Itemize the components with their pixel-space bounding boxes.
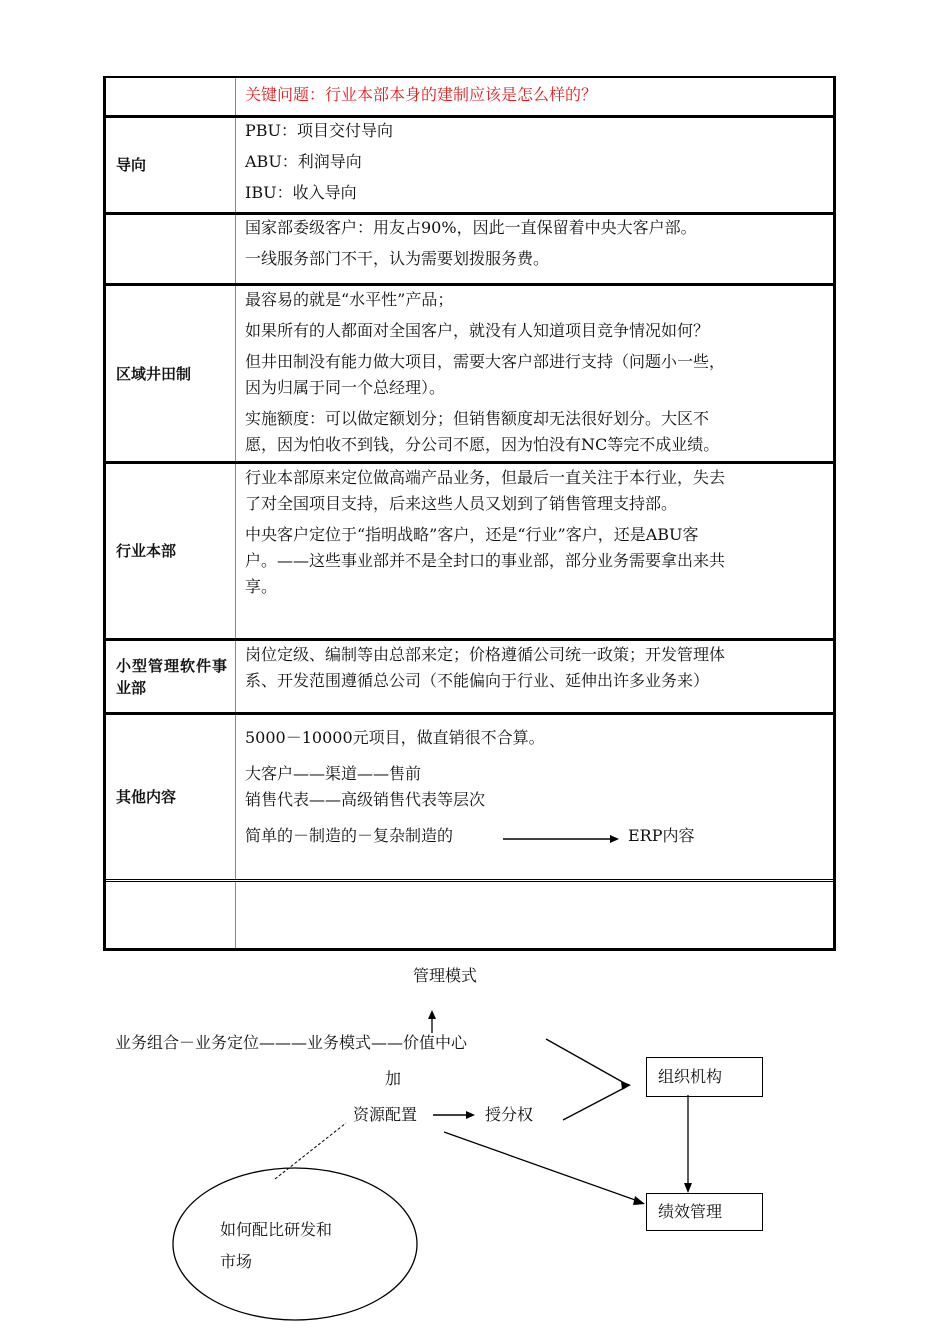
content-line: 了对全国项目支持，后来这些人员又划到了销售管理支持部。: [245, 494, 678, 513]
content-table: [103, 76, 836, 951]
row-label: 区域井田制: [106, 286, 236, 461]
plus-label: 加: [385, 1069, 402, 1088]
content-line: 大客户——渠道——售前: [245, 764, 422, 783]
authorize-label: 授分权: [485, 1105, 534, 1124]
table-row: [106, 712, 833, 879]
business-chain-label: 业务组合－业务定位———业务模式——价值中心: [115, 1033, 468, 1052]
content-line: 岗位定级、编制等由总部来定；价格遵循公司统一政策；开发管理体: [245, 645, 726, 664]
ellipse-text-line: 如何配比研发和: [220, 1220, 333, 1239]
content-line: 中央客户定位于“指明战略”客户，还是“行业”客户，还是ABU客: [245, 525, 699, 544]
content-line: 行业本部原来定位做高端产品业务，但最后一直关注于本行业，失去: [245, 468, 726, 487]
performance-label: 绩效管理: [658, 1202, 723, 1221]
row-label: [106, 78, 236, 115]
content-line: 如果所有的人都面对全国客户，就没有人知道项目竞争情况如何？: [245, 321, 710, 340]
connector-line: [546, 1039, 626, 1084]
resource-label: 资源配置: [353, 1105, 418, 1124]
ellipse-text-line: 市场: [220, 1252, 253, 1271]
performance-box: [646, 1193, 763, 1231]
content-line: 最容易的就是“水平性”产品；: [245, 290, 454, 309]
content-line: 户。——这些事业部并不是全封口的事业部，部分业务需要拿出来共: [245, 551, 726, 570]
arrow-right-icon: [503, 832, 621, 846]
content-line: 一线服务部门不干，认为需要划拨服务费。: [245, 249, 550, 268]
diagram-connectors: [0, 950, 950, 1344]
table-row: [106, 879, 833, 948]
content-line: IBU：收入导向: [245, 183, 357, 202]
content-line: 简单的－制造的－复杂制造的: [245, 826, 454, 845]
table-row: [106, 638, 833, 712]
content-line: ERP内容: [628, 826, 695, 845]
key-question: 关键问题：行业本部本身的建制应该是怎么样的？: [245, 85, 598, 104]
content-line: 因为归属于同一个总经理）。: [245, 378, 446, 397]
content-line: 国家部委级客户：用友占90%，因此一直保留着中央大客户部。: [245, 218, 697, 237]
table-row: [106, 78, 833, 115]
ellipse-shape: [173, 1168, 417, 1320]
mgmt-mode-label: 管理模式: [413, 966, 478, 985]
content-line: 系、开发范围遵循总公司（不能偏向于行业、延伸出许多业务来）: [245, 671, 710, 690]
arrow-down-icon: [684, 1183, 692, 1193]
content-line: 愿，因为怕收不到钱，分公司不愿，因为怕没有NC等完不成业绩。: [245, 435, 720, 454]
arrow-icon: [621, 1081, 631, 1090]
org-structure-box: [646, 1057, 763, 1097]
row-label: 导向: [106, 118, 236, 212]
arrow-icon: [633, 1196, 645, 1205]
table-row: [106, 461, 833, 638]
content-line: 但井田制没有能力做大项目，需要大客户部进行支持（问题小一些，: [245, 352, 726, 371]
content-line: 享。: [245, 577, 278, 596]
content-line: ABU：利润导向: [245, 152, 362, 171]
row-label: 小型管理软件事业部: [106, 641, 236, 712]
row-label: 行业本部: [106, 464, 236, 638]
arrow-up-icon: [428, 1010, 436, 1019]
content-line: PBU：项目交付导向: [245, 121, 394, 140]
table-row: [106, 115, 833, 212]
table-row: [106, 283, 833, 461]
content-line: 5000－10000元项目，做直销很不合算。: [245, 728, 545, 747]
content-line: 实施额度：可以做定额划分；但销售额度却无法很好划分。大区不: [245, 409, 710, 428]
row-label: [106, 882, 236, 948]
connector-line: [563, 1087, 626, 1120]
content-line: 销售代表——高级销售代表等层次: [245, 790, 486, 809]
table-row: [106, 212, 833, 283]
row-label: 其他内容: [106, 715, 236, 879]
arrow-right-icon: [466, 1111, 475, 1119]
connector-line: [444, 1132, 638, 1201]
dashed-connector: [275, 1123, 346, 1179]
row-label: [106, 215, 236, 283]
org-structure-label: 组织机构: [658, 1067, 723, 1086]
